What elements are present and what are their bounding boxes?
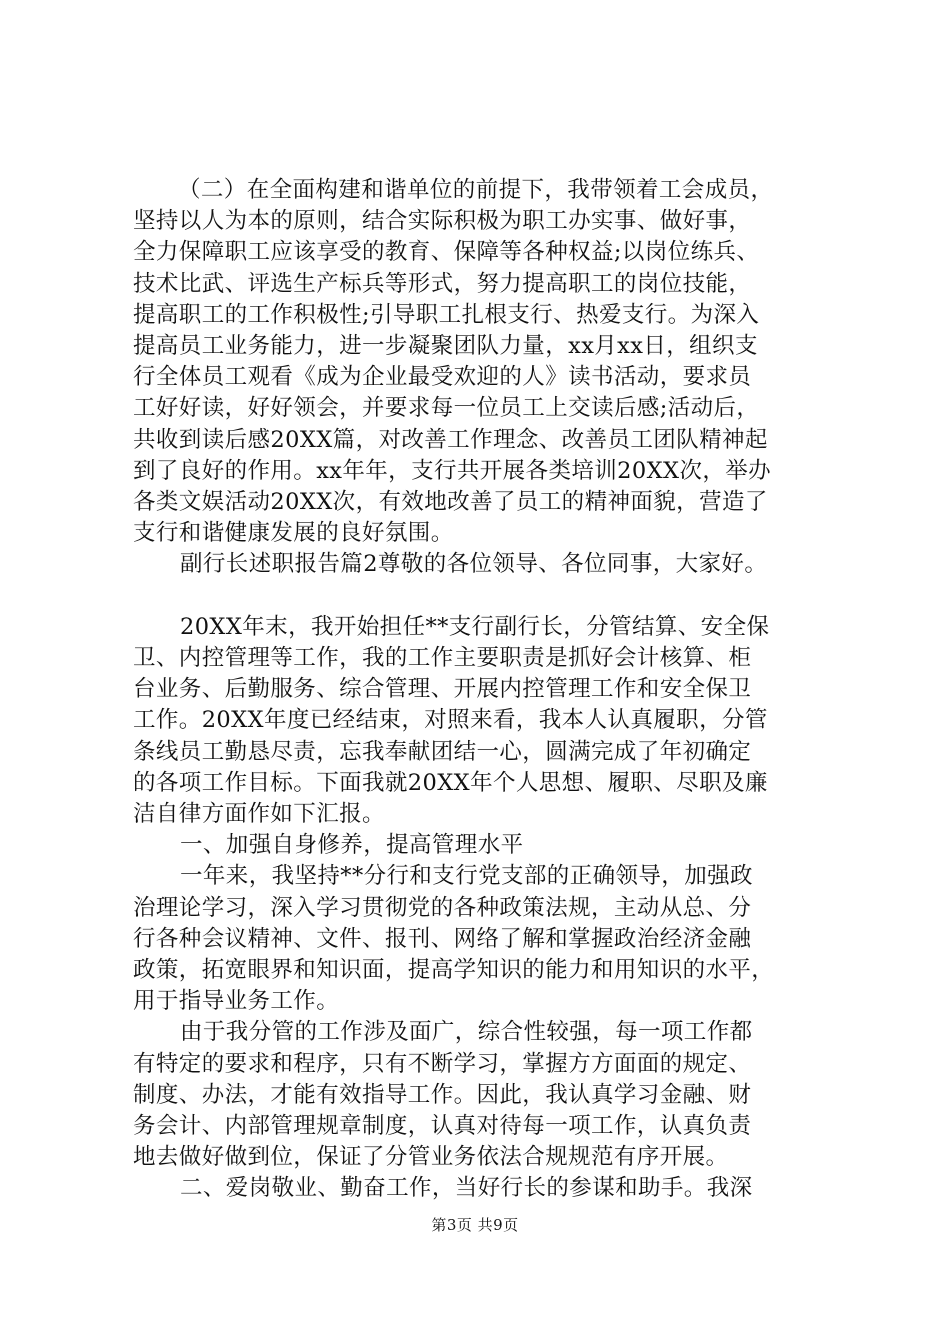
text-line: 工好好读，好好领会，并要求每一位员工上交读后感;活动后， (133, 395, 760, 422)
text-line: 共收到读后感20XX篇，对改善工作理念、改善员工团队精神起 (133, 426, 768, 453)
text-line: 行全体员工观看《成为企业最受欢迎的人》读书活动，要求员 (133, 364, 752, 391)
paragraph-union-work (133, 175, 853, 549)
text-line: 制度、办法，才能有效指导工作。因此，我认真学习金融、财 (133, 1081, 752, 1108)
text-line: 地去做好做到位，保证了分管业务依法合规规范有序开展。 (133, 1144, 729, 1171)
text-line: 政策，拓宽眼界和知识面，提高学知识的能力和用知识的水平， (133, 957, 775, 984)
text-line: 一年来，我坚持**分行和支行党支部的正确领导，加强政 (180, 863, 753, 890)
text-line: 坚持以人为本的原则，结合实际积极为职工办实事、做好事， (133, 208, 752, 235)
text-line: 全力保障职工应该享受的教育、保障等各种权益;以岗位练兵、 (133, 239, 760, 266)
text-line: 提高职工的工作积极性;引导职工扎根支行、热爱支行。为深入 (133, 301, 760, 328)
page-number-footer: 第3页 共9页 (431, 1216, 519, 1234)
text-line: 治理论学习，深入学习贯彻党的各种政策法规，主动从总、分 (133, 894, 752, 921)
text-line: 卫、内控管理等工作，我的工作主要职责是抓好会计核算、柜 (133, 645, 752, 672)
text-line: 支行和谐健康发展的良好氛围。 (133, 520, 454, 547)
section-heading-1 (133, 830, 853, 861)
text-line: 有特定的要求和程序，只有不断学习，掌握方方面面的规定、 (133, 1050, 752, 1077)
text-line: 洁自律方面作如下汇报。 (133, 801, 385, 828)
text-line: 务会计、内部管理规章制度，认真对待每一项工作，认真负责 (133, 1113, 752, 1140)
text-line: 二、爱岗敬业、勤奋工作，当好行长的参谋和助手。我深 (180, 1175, 753, 1202)
text-line: 由于我分管的工作涉及面广，综合性较强，每一项工作都 (180, 1019, 753, 1046)
text-line: （二）在全面构建和谐单位的前提下，我带领着工会成员， (178, 177, 774, 203)
text-line: 副行长述职报告篇2尊敬的各位领导、各位同事，大家好。 (180, 551, 768, 578)
paragraph-report-heading (133, 549, 853, 580)
text-line: 一、加强自身修养，提高管理水平 (180, 832, 524, 859)
text-line: 20XX年末，我开始担任**支行副行长，分管结算、安全保 (180, 613, 770, 640)
text-line: 的各项工作目标。下面我就20XX年个人思想、履职、尽职及廉 (133, 769, 768, 796)
blank-line (133, 581, 853, 612)
paragraph-regulations (133, 1017, 853, 1173)
text-line: 用于指导业务工作。 (133, 988, 340, 1015)
text-line: 提高员工业务能力，进一步凝聚团队力量，xx月xx日，组织支 (133, 333, 758, 360)
text-line: 到了良好的作用。xx年年，支行共开展各类培训20XX次，举办 (133, 457, 772, 484)
paragraph-study (133, 861, 853, 1017)
text-line: 行各种会议精神、文件、报刊、网络了解和掌握政治经济金融 (133, 925, 752, 952)
text-line: 台业务、后勤服务、综合管理、开展内控管理工作和安全保卫 (133, 676, 752, 703)
paragraph-duties (133, 612, 853, 830)
document-body (133, 175, 853, 1205)
text-line: 技术比武、评选生产标兵等形式，努力提高职工的岗位技能， (133, 270, 752, 297)
text-line: 各类文娱活动20XX次，有效地改善了员工的精神面貌，营造了 (133, 489, 768, 516)
text-line: 条线员工勤恳尽责，忘我奉献团结一心，圆满完成了年初确定 (133, 738, 752, 765)
text-line: 工作。20XX年度已经结束，对照来看，我本人认真履职，分管 (133, 707, 768, 734)
section-heading-2 (133, 1173, 853, 1204)
